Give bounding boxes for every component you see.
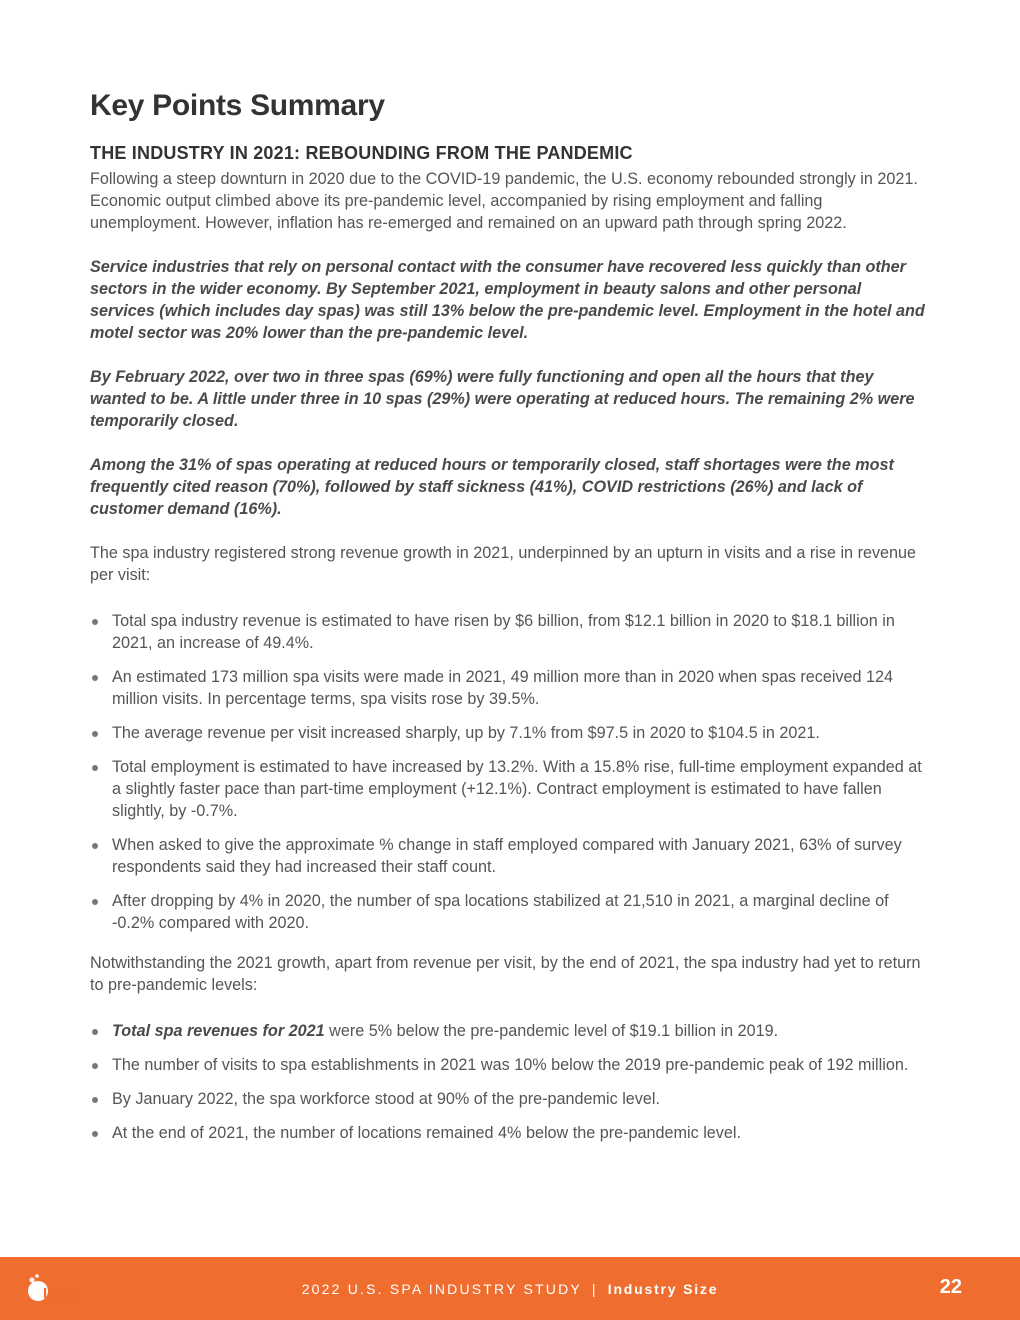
bullet-icon xyxy=(92,619,98,625)
list-item-text: Total spa industry revenue is estimated to have risen by $6 billion, from $12.1 billion in 2020 to $18.1 billion in 2021, an increase of 49.4%. xyxy=(112,612,895,652)
logo-text: ISPA xyxy=(43,1285,77,1302)
page-number: 22 xyxy=(939,1276,962,1298)
list-item xyxy=(90,1122,930,1144)
list-item-text: By January 2022, the spa workforce stood at 90% of the pre-pandemic level. xyxy=(112,1090,660,1108)
section-name: Industry Size xyxy=(607,1281,719,1297)
list-item-text: An estimated 173 million spa visits were made in 2021, 49 million more than in 2020 when spas received 124 million visits. In percentage terms, spa visits rose by 39.5%. xyxy=(112,668,894,708)
bullet-icon xyxy=(92,843,98,849)
list-item xyxy=(90,610,930,654)
prepandemic-lead-paragraph: Notwithstanding the 2021 growth, apart from revenue per visit, by the end of 2021, the spa industry had yet to return to pre-pandemic levels: xyxy=(90,954,921,994)
list-item-text: After dropping by 4% in 2020, the number of spa locations stabilized at 21,510 in 2021, a marginal decline of -0.2% compared with 2020. xyxy=(112,892,889,932)
growth-bullet-list xyxy=(90,610,930,934)
list-item-text: At the end of 2021, the number of locations remained 4% below the pre-pandemic level. xyxy=(112,1124,741,1142)
bullet-icon xyxy=(92,675,98,681)
bullet-icon xyxy=(92,1097,98,1103)
list-item-text: When asked to give the approximate % change in staff employed compared with January 2021, 63% of survey respondents said they had increased their staff count. xyxy=(112,836,902,876)
list-item-text: Total employment is estimated to have increased by 13.2%. With a 15.8% rise, full-time employment expanded at a slightly faster pace than part-time employment (+12.1%). Contract employment is estimated to have fallen slightly, by -0.7%. xyxy=(112,758,922,820)
bullet-icon xyxy=(92,731,98,737)
bullet-icon xyxy=(92,1063,98,1069)
list-item-text: The number of visits to spa establishments in 2021 was 10% below the 2019 pre-pandemic peak of 192 million. xyxy=(112,1056,909,1074)
list-item xyxy=(90,756,930,822)
bullet-icon xyxy=(92,1131,98,1137)
emphasis-paragraph: Service industries that rely on personal contact with the consumer have recovered less quickly than other sectors in the wider economy. By September 2021, employment in beauty salons and other personal services (which includes day spas) was still 13% below the pre-pandemic level. Employment in the hotel and motel sector was 20% lower than the pre-pandemic level. xyxy=(90,258,925,342)
list-item xyxy=(90,1020,930,1042)
list-item-text: were 5% below the pre-pandemic level of $19.1 billion in 2019. xyxy=(324,1022,779,1040)
main-content xyxy=(90,88,930,1156)
list-item xyxy=(90,722,930,744)
section-heading: THE INDUSTRY IN 2021: REBOUNDING FROM THE PANDEMIC xyxy=(90,143,633,163)
bullet-icon xyxy=(92,899,98,905)
list-item xyxy=(90,1088,930,1110)
footer-caption xyxy=(0,1281,1020,1297)
list-item xyxy=(90,1054,930,1076)
bullet-icon xyxy=(92,765,98,771)
growth-lead-paragraph: The spa industry registered strong revenue growth in 2021, underpinned by an upturn in visits and a rise in revenue per visit: xyxy=(90,544,917,584)
intro-paragraph: Following a steep downturn in 2020 due to the COVID-19 pandemic, the U.S. economy rebounded strongly in 2021. Economic output climbed above its pre-pandemic level, accompanied by rising employment and falling unemployment. However, inflation has re-emerged and remained on an upward path through spring 2022. xyxy=(90,170,918,232)
list-item xyxy=(90,890,930,934)
page-title: Key Points Summary xyxy=(90,89,385,122)
footer-separator: | xyxy=(591,1281,598,1297)
emphasis-paragraph: By February 2022, over two in three spas (69%) were fully functioning and open all the hours that they wanted to be. A little under three in 10 spas (29%) were operating at reduced hours. The remaining 2% were temporarily closed. xyxy=(90,368,915,430)
emphasis-paragraph: Among the 31% of spas operating at reduced hours or temporarily closed, staff shortages were the most frequently cited reason (70%), followed by staff sickness (41%), COVID restrictions (26%) and lack of customer demand (16%). xyxy=(90,456,894,518)
study-title: 2022 U.S. SPA INDUSTRY STUDY xyxy=(301,1281,582,1297)
bullet-icon xyxy=(92,1029,98,1035)
list-item xyxy=(90,666,930,710)
prepandemic-bullet-list xyxy=(90,1020,930,1144)
list-item xyxy=(90,834,930,878)
footer-bar xyxy=(0,1257,1020,1320)
list-item-text: The average revenue per visit increased sharply, up by 7.1% from $97.5 in 2020 to $104.5 in 2021. xyxy=(112,724,820,742)
list-item-emphasis: Total spa revenues for 2021 xyxy=(112,1022,325,1040)
